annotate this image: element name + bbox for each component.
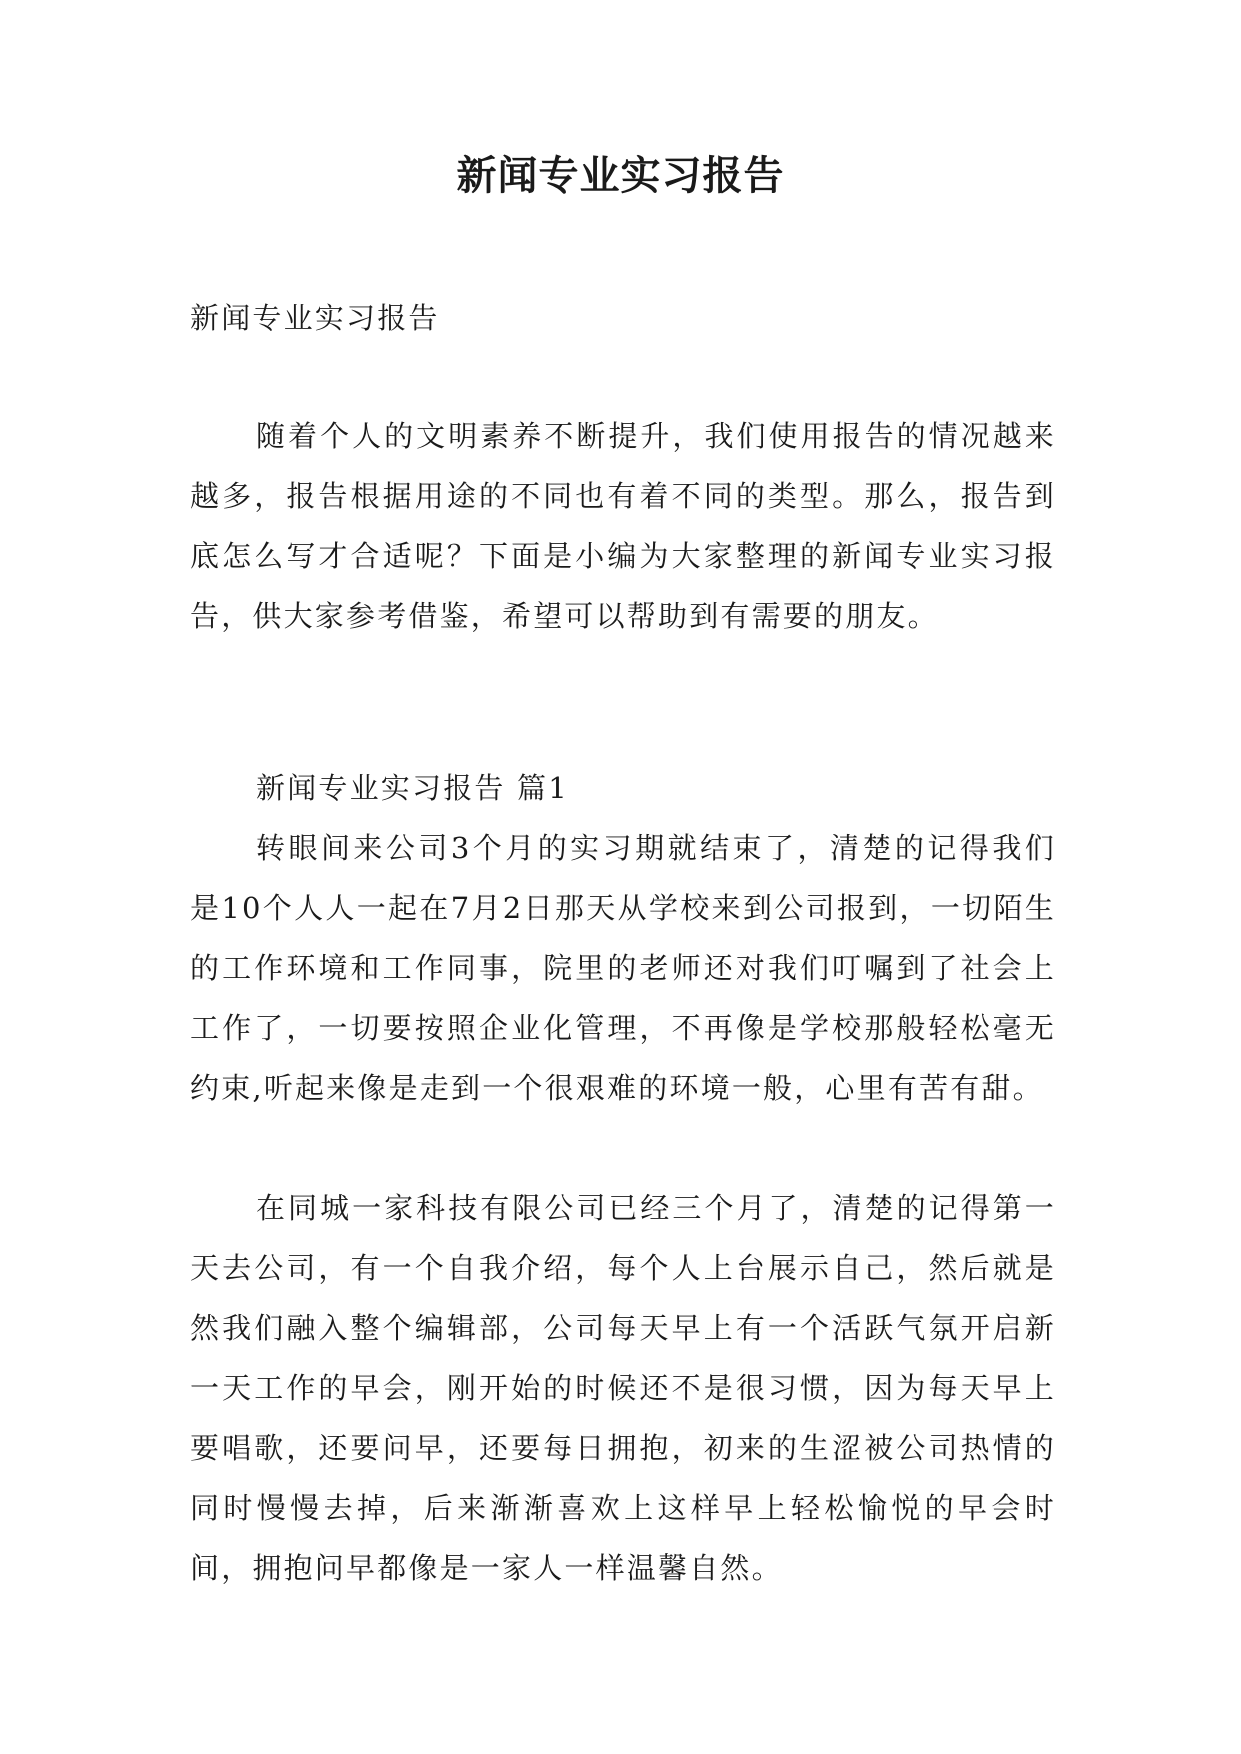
- intro-paragraph: 随着个人的文明素养不断提升，我们使用报告的情况越来越多，报告根据用途的不同也有着不同的类型。那么，报告到底怎么写才合适呢？下面是小编为大家整理的新闻专业实习报告，供大家参考借鉴，希望可以帮助到有需要的朋友。: [190, 419, 1056, 633]
- section-heading: 新闻专业实习报告 篇1: [256, 771, 569, 805]
- document-title: 新闻专业实习报告: [456, 152, 785, 199]
- body-paragraph-1: 转眼间来公司3个月的实习期就结束了，清楚的记得我们是10个人人一起在7月2日那天从学校来到公司报到，一切陌生的工作环境和工作同事，院里的老师还对我们叮嘱到了社会上工作了，一切要按照企业化管理，不再像是学校那般轻松毫无约束,听起来像是走到一个很艰难的环境一般，心里有苦有甜。: [190, 831, 1056, 1105]
- document-subtitle: 新闻专业实习报告: [190, 301, 440, 335]
- body-paragraph-2: 在同城一家科技有限公司已经三个月了，清楚的记得第一天去公司，有一个自我介绍，每个人上台展示自己，然后就是然我们融入整个编辑部，公司每天早上有一个活跃气氛开启新一天工作的早会，刚开始的时候还不是很习惯，因为每天早上要唱歌，还要问早，还要每日拥抱，初来的生涩被公司热情的同时慢慢去掉，后来渐渐喜欢上这样早上轻松愉悦的早会时间，拥抱问早都像是一家人一样温馨自然。: [190, 1191, 1056, 1585]
